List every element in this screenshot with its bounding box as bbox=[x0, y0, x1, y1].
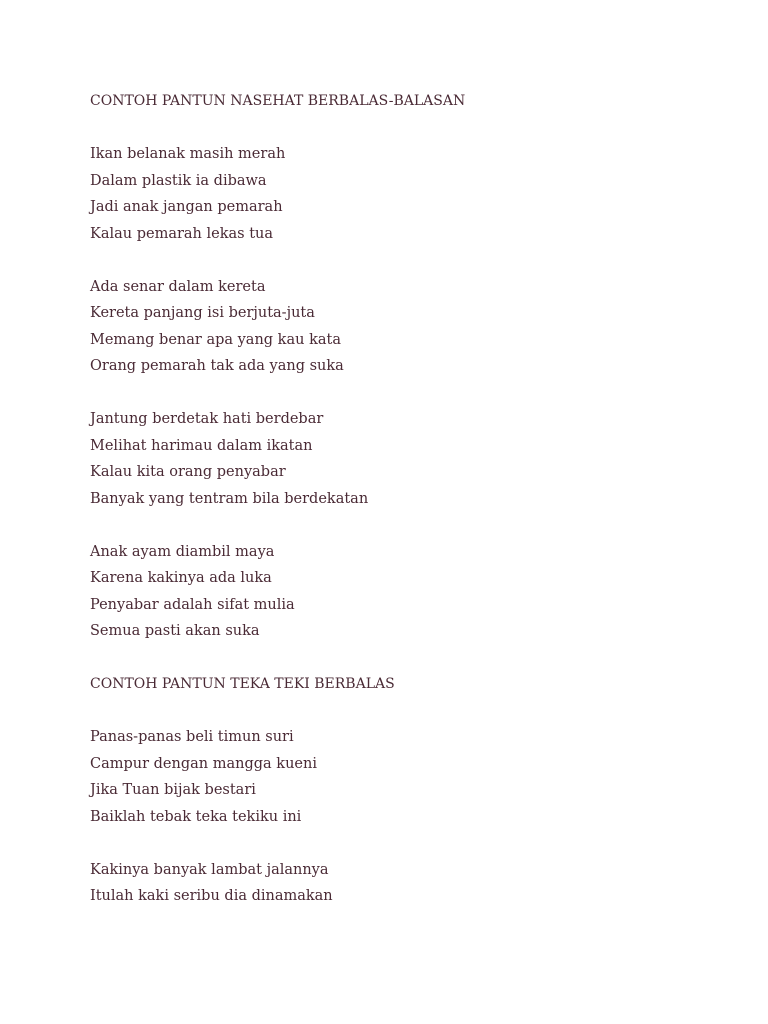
spacer bbox=[90, 645, 730, 672]
verse-line: Karena kakinya ada luka bbox=[90, 570, 272, 586]
verse-line: Anak ayam diambil maya bbox=[90, 543, 275, 560]
verse-line: Kalau pemarah lekas tua bbox=[90, 225, 273, 242]
stanza-3 bbox=[90, 406, 730, 512]
stanza-2 bbox=[90, 274, 730, 380]
spacer bbox=[90, 380, 730, 407]
document-page bbox=[90, 88, 730, 910]
verse-line: Kereta panjang isi berjuta-juta bbox=[90, 305, 315, 321]
verse-line: Campur dengan mangga kueni bbox=[90, 755, 317, 772]
stanza-5 bbox=[90, 724, 730, 830]
section-heading-teka-teki: CONTOH PANTUN TEKA TEKI BERBALAS bbox=[90, 676, 395, 692]
verse-line: Baiklah tebak teka tekiku ini bbox=[90, 808, 302, 825]
spacer bbox=[90, 698, 730, 725]
stanza-6 bbox=[90, 857, 730, 910]
verse-line: Itulah kaki seribu dia dinamakan bbox=[90, 888, 333, 904]
verse-line: Melihat harimau dalam ikatan bbox=[90, 437, 313, 454]
spacer bbox=[90, 115, 730, 142]
verse-line: Memang benar apa yang kau kata bbox=[90, 331, 341, 348]
verse-line: Banyak yang tentram bila berdekatan bbox=[90, 490, 369, 507]
verse-line: Jantung berdetak hati berdebar bbox=[90, 411, 324, 427]
verse-line: Orang pemarah tak ada yang suka bbox=[90, 358, 344, 374]
verse-line: Jadi anak jangan pemarah bbox=[90, 199, 283, 215]
verse-line: Semua pasti akan suka bbox=[90, 623, 260, 639]
section-heading-nasehat: CONTOH PANTUN NASEHAT BERBALAS-BALASAN bbox=[90, 93, 466, 109]
stanza-4 bbox=[90, 539, 730, 645]
stanza-1 bbox=[90, 141, 730, 247]
spacer bbox=[90, 247, 730, 274]
verse-line: Kakinya banyak lambat jalannya bbox=[90, 861, 329, 878]
verse-line: Dalam plastik ia dibawa bbox=[90, 172, 267, 189]
spacer bbox=[90, 830, 730, 857]
verse-line: Ada senar dalam kereta bbox=[90, 278, 266, 295]
verse-line: Panas-panas beli timun suri bbox=[90, 729, 294, 745]
verse-line: Kalau kita orang penyabar bbox=[90, 464, 286, 480]
spacer bbox=[90, 512, 730, 539]
verse-line: Penyabar adalah sifat mulia bbox=[90, 596, 295, 613]
verse-line: Jika Tuan bijak bestari bbox=[90, 782, 256, 798]
verse-line: Ikan belanak masih merah bbox=[90, 146, 286, 162]
